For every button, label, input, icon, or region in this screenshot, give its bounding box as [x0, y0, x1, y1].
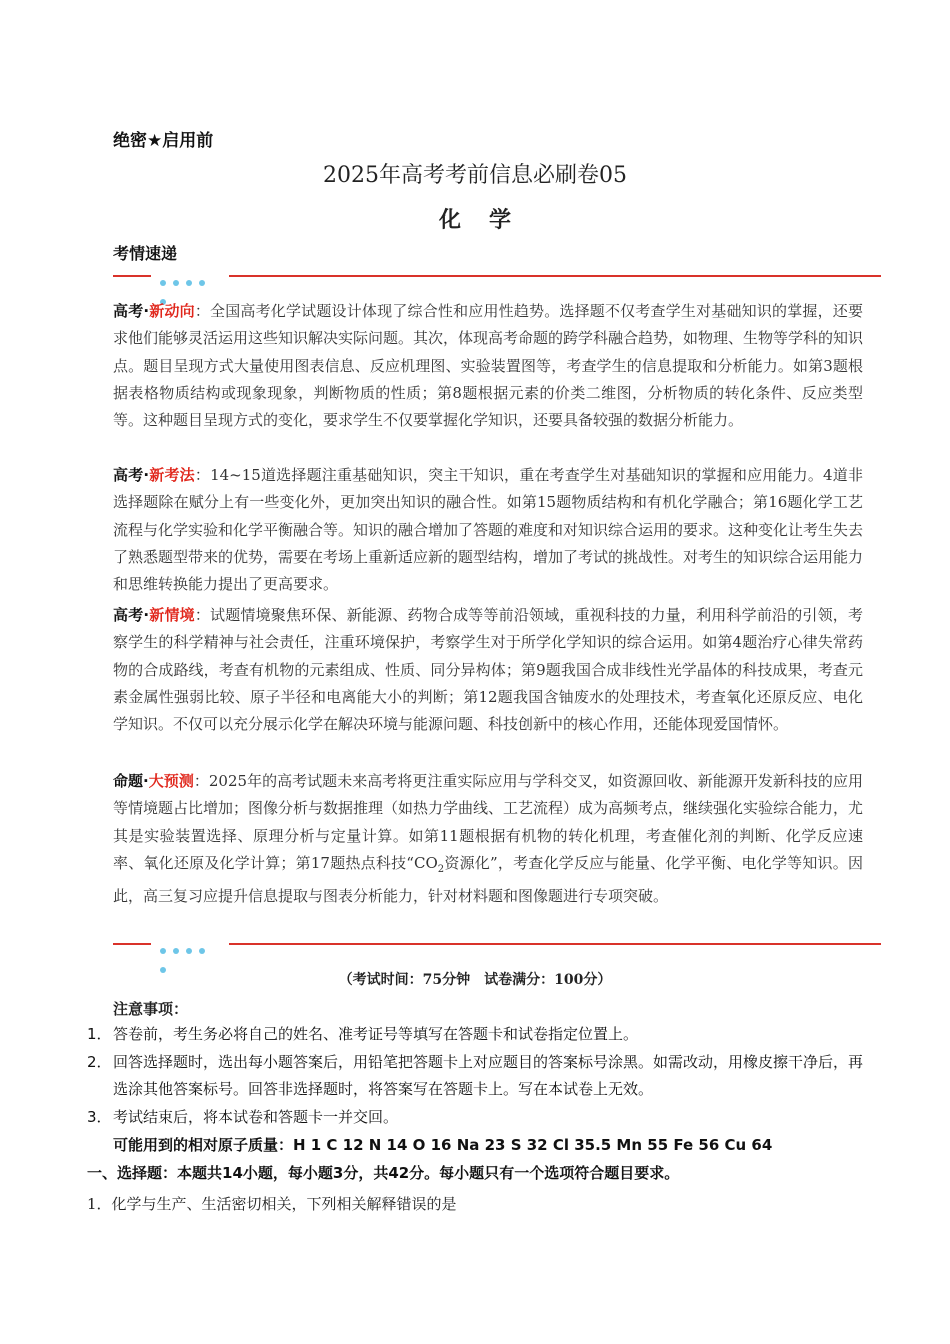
paragraph-new-method: 高考·新考法：14~15道选择题注重基础知识，突主干知识，重在考查学生对基础知识的掌握和应用能力。4道非选择题除在赋分上有一些变化外，更加突出知识的融合性。如第15题物质结构和有机化学融合；第16题化学工艺流程与化学实验和化学平衡融合等。知识的融合增加了答题的难度和对知识综合运用的要求。这种变化让考生失去了熟悉题型带来的优势，需要在考场上重新适应新的题型结构，增加了考试的挑战性。对考生的知识综合运用能力和思维转换能力提出了更高要求。	[113, 466, 864, 594]
question-1: 1．化学与生产、生活密切相关，下列相关解释错误的是	[87, 1195, 457, 1213]
bottom-divider	[113, 938, 881, 950]
dots-ornament	[160, 939, 224, 949]
subject-title: 化学	[438, 208, 539, 233]
note-item: 3．考试结束后，将本试卷和答题卡一并交回。	[87, 1108, 399, 1126]
notes-title: 注意事项：	[113, 1000, 189, 1018]
section-heading: 考情速递	[113, 244, 178, 263]
exam-time: （考试时间：75分钟 试卷满分：100分）	[338, 972, 612, 988]
dots-ornament	[160, 271, 224, 281]
paragraph-new-context: 高考·新情境：试题情境聚焦环保、新能源、药物合成等等前沿领域，重视科技的力量，利用科学前沿的引领，考察学生的科学精神与社会责任，注重环境保护，考察学生对于所学化学知识的综合运用。如第4题治疗心律失常药物的合成路线，考查有机物的元素组成、性质、同分异构体；第9题我国合成非线性光学晶体的科技成果，考查元素金属性强弱比较、原子半径和电离能大小的判断；第12题我国含铀废水的处理技术，考查氧化还原反应、电化学知识。不仅可以充分展示化学在解决环境与能源问题、科技创新中的核心作用，还能体现爱国情怀。	[113, 606, 863, 734]
note-item: 1．答卷前，考生务必将自己的姓名、准考证号等填写在答题卡和试卷指定位置上。	[87, 1025, 639, 1043]
section-one-heading: 一、选择题：本题共14小题，每小题3分，共42分。每小题只有一个选项符合题目要求。	[87, 1164, 680, 1182]
top-divider	[113, 270, 881, 282]
exam-title: 2025年高考考前信息必刷卷05	[323, 163, 627, 188]
paragraph-prediction: 命题·大预测：2025年的高考试题未来高考将更注重实际应用与学科交叉，如资源回收、新能源开发新科技的应用等情境题占比增加；图像分析与数据推理（如热力学曲线、工艺流程）成为高频考点，继续强化实验综合能力，尤其是实验装置选择、原理分析与定量计算。如第11题根据有机物的转化机理，考查催化剂的判断、化学反应速率、氧化还原及化学计算；第17题热点科技“$CO_2$资源化”，考查化学反应与能量、化学平衡、电化学等知识。因此，高三复习应提升信息提取与图表分析能力，针对材料题和图像题进行专项突破。	[113, 772, 864, 906]
atomic-masses: 可能用到的相对原子质量：H 1 C 12 N 14 O 16 Na 23 S 32 Cl 35.5 Mn 55 Fe 56 Cu 64	[113, 1136, 773, 1154]
confidential-label: 绝密★启用前	[113, 131, 214, 151]
note-item: 2．回答选择题时，选出每小题答案后，用铅笔把答题卡上对应题目的答案标号涂黑。如需改动，用橡皮擦干净后，再选涂其他答案标号。回答非选择题时，将答案写在答题卡上。写在本试卷上无效。	[87, 1053, 864, 1098]
paragraph-new-trend: 高考·新动向：全国高考化学试题设计体现了综合性和应用性趋势。选择题不仅考查学生对基础知识的掌握，还要求他们能够灵活运用这些知识解决实际问题。其次，体现高考命题的跨学科融合趋势，如物理、生物等学科的知识点。题目呈现方式大量使用图表信息、反应机理图、实验装置图等，考查学生的信息提取和分析能力。如第3题根据表格物质结构或现象现象，判断物质的性质；第8题根据元素的价类二维图，分析物质的转化条件、反应类型等。这种题目呈现方式的变化，要求学生不仅要掌握化学知识，还要具备较强的数据分析能力。	[113, 302, 864, 430]
